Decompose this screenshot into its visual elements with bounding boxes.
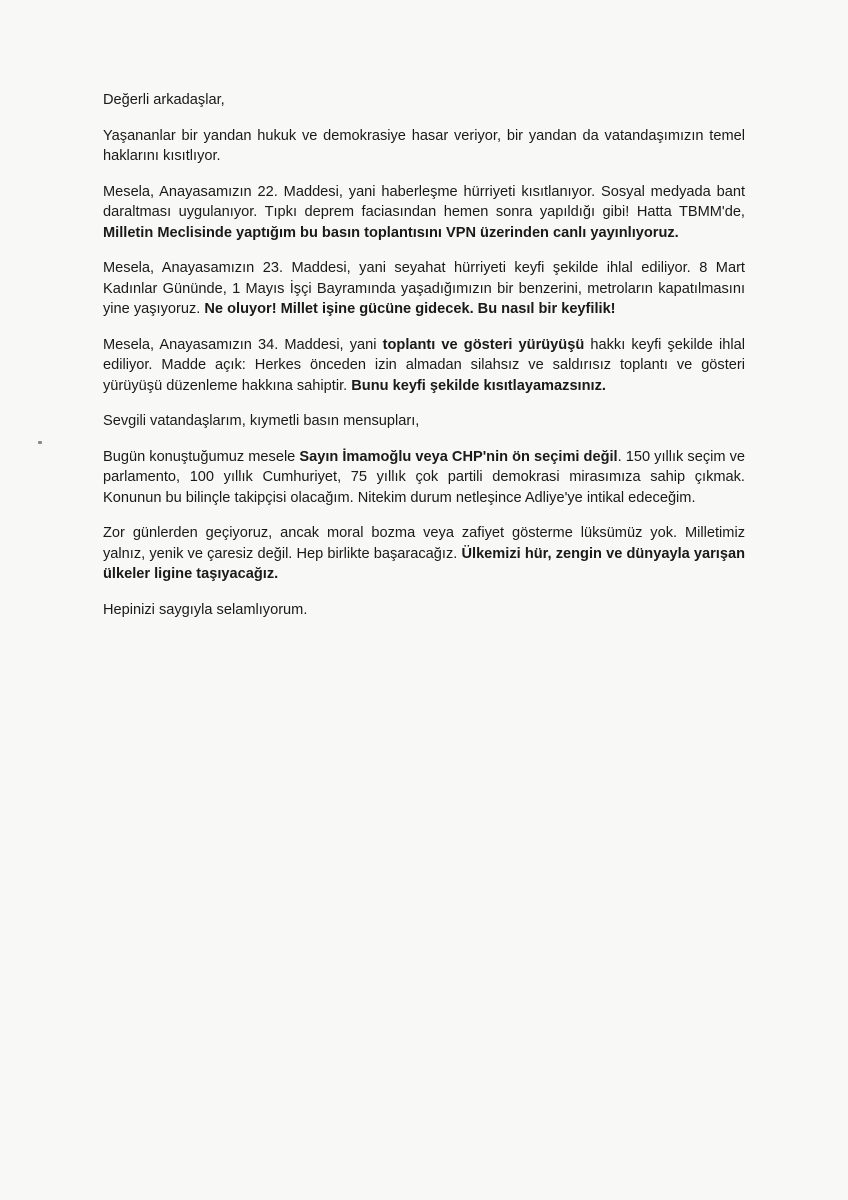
paragraph-3-bold: Ne oluyor! Millet işine gücüne gidecek. Bu nasıl bir keyfilik! [204,301,616,317]
paragraph-1: Yaşananlar bir yandan hukuk ve demokrasiye hasar veriyor, bir yandan da vatandaşımızın temel haklarını kısıtlıyor. [103,127,745,164]
scan-speck [38,441,42,444]
paragraph-2-bold: Milletin Meclisinde yaptığım bu basın toplantısını VPN üzerinden canlı yayınlıyoruz. [103,224,679,241]
paragraph-6-text-1: Bugün konuştuğumuz mesele [103,448,300,465]
paragraph-4 [103,335,745,397]
salutation: Değerli arkadaşlar, [103,92,225,108]
paragraph-3-text: Mesela, Anayasamızın 23. Maddesi, yani seyahat hürriyeti keyfi şekilde ihlal ediliyor. 8 Mart Kadınlar Gününde, 1 Mayıs İşçi Bayramında yaşadığımızın bir benzerini, metroların kapatılmasını yine yaşıyoruz. [103,260,745,317]
letter-body [103,90,745,635]
paragraph-2 [103,182,745,244]
paragraph-7 [103,523,745,585]
paragraph-3 [103,258,745,320]
paragraph-4-bold-1: toplantı ve gösteri yürüyüşü [382,336,585,353]
paragraph-4-bold-2: Bunu keyfi şekilde kısıtlayamazsınız. [351,377,606,394]
paragraph-7-text: Zor günlerden geçiyoruz, ancak moral bozma veya zafiyet gösterme lüksümüz yok. Milletimiz yalnız, yenik ve çaresiz değil. Hep birlikte başaracağız. [103,525,745,562]
paragraph-6-text-2: . 150 yıllık seçim ve parlamento, 100 yıllık Cumhuriyet, 75 yıllık çok partili demokrasi mirasımıza sahip çıkmak. Konunun bu bilinçle takipçisi olacağım. Nitekim durum netleşince Adliye'ye intikal edeceğim. [103,448,745,506]
paragraph-6-bold: Sayın İmamoğlu veya CHP'nin ön seçimi değil [299,448,618,465]
paragraph-5: Sevgili vatandaşlarım, kıymetli basın mensupları, [103,413,420,429]
paragraph-6 [103,447,745,509]
paragraph-2-text: Mesela, Anayasamızın 22. Maddesi, yani haberleşme hürriyeti kısıtlanıyor. Sosyal medyada bant daraltması uygulanıyor. Tıpkı deprem faciasından hemen sonra yapıldığı gibi! Hatta TBMM'de, [103,183,745,220]
closing: Hepinizi saygıyla selamlıyorum. [103,601,308,618]
paragraph-7-bold: Ülkemizi hür, zengin ve dünyayla yarışan ülkeler ligine taşıyacağız. [103,545,745,582]
paragraph-4-text-1: Mesela, Anayasamızın 34. Maddesi, yani [103,336,383,353]
paragraph-4-text-2: hakkı keyfi şekilde ihlal ediliyor. Madde açık: Herkes önceden izin almadan silahsız ve saldırısız toplantı ve gösteri yürüyüşü düzenleme hakkına sahiptir. [103,336,745,394]
